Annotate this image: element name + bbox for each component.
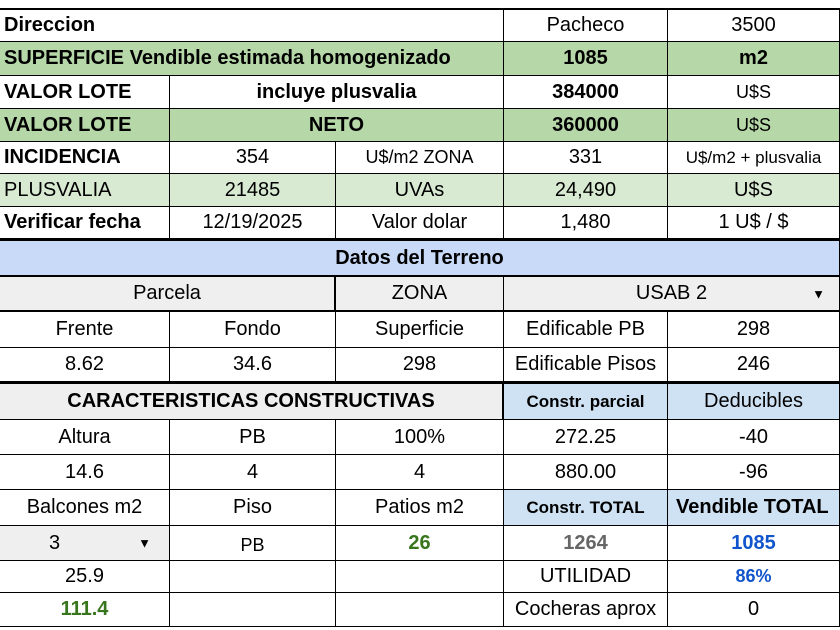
patios-value[interactable]: 26 — [336, 526, 504, 561]
constr-parcial-value2[interactable]: 880.00 — [504, 455, 668, 490]
dolar-rate[interactable]: 1 U$ / $ — [668, 207, 840, 241]
edificable-pisos-label[interactable]: Edificable Pisos — [504, 348, 668, 384]
deducibles-value1[interactable]: -40 — [668, 420, 840, 455]
incidencia-unit2[interactable]: U$/m2 + plusvalia — [668, 142, 840, 174]
valor-lote-unit[interactable]: U$S — [668, 76, 840, 109]
valor-lote-neto-desc[interactable]: NETO — [170, 109, 504, 142]
valor-lote-desc[interactable]: incluye plusvalia — [170, 76, 504, 109]
uvas-value[interactable]: 24,490 — [504, 174, 668, 207]
valor-lote-label[interactable]: VALOR LOTE — [0, 76, 170, 109]
superficie-header[interactable]: Superficie — [336, 312, 504, 348]
piso-value[interactable]: PB — [170, 526, 336, 561]
verificar-label[interactable]: Verificar fecha — [0, 207, 170, 241]
parcela-label[interactable]: Parcela — [0, 277, 336, 312]
fondo-header[interactable]: Fondo — [170, 312, 336, 348]
empty-cell-3[interactable] — [170, 593, 336, 627]
terreno-title[interactable]: Datos del Terreno — [0, 241, 840, 277]
dolar-label[interactable]: Valor dolar — [336, 207, 504, 241]
empty-cell-2[interactable] — [336, 561, 504, 593]
direccion-number[interactable]: 3500 — [668, 8, 840, 42]
incidencia-value2[interactable]: 331 — [504, 142, 668, 174]
balcones-select-value: 3 — [48, 531, 61, 554]
chevron-down-icon[interactable]: ▼ — [812, 286, 825, 301]
altura-value[interactable]: 14.6 — [0, 455, 170, 490]
edificable-pisos-value[interactable]: 246 — [668, 348, 840, 384]
uvas-label[interactable]: UVAs — [336, 174, 504, 207]
incidencia-value1[interactable]: 354 — [170, 142, 336, 174]
constr-parcial-value1[interactable]: 272.25 — [504, 420, 668, 455]
verificar-date[interactable]: 12/19/2025 — [170, 207, 336, 241]
edificable-pb-label[interactable]: Edificable PB — [504, 312, 668, 348]
empty-cell-4[interactable] — [336, 593, 504, 627]
balcones-total[interactable]: 111.4 — [0, 593, 170, 627]
deducibles-label[interactable]: Deducibles — [668, 384, 840, 420]
superficie-value[interactable]: 1085 — [504, 42, 668, 76]
utilidad-label[interactable]: UTILIDAD — [504, 561, 668, 593]
zona-select[interactable] — [504, 277, 840, 312]
superficie-value-cell[interactable]: 298 — [336, 348, 504, 384]
pisos-value[interactable]: 4 — [336, 455, 504, 490]
constr-parcial-label[interactable]: Constr. parcial — [504, 384, 668, 420]
balcones-area[interactable]: 25.9 — [0, 561, 170, 593]
valor-lote-neto-label[interactable]: VALOR LOTE — [0, 109, 170, 142]
cocheras-label[interactable]: Cocheras aprox — [504, 593, 668, 627]
plusvalia-label[interactable]: PLUSVALIA — [0, 174, 170, 207]
valor-lote-neto-value[interactable]: 360000 — [504, 109, 668, 142]
direccion-label[interactable]: Direccion — [0, 8, 504, 42]
constructivas-title[interactable]: CARACTERISTICAS CONSTRUCTIVAS — [0, 384, 504, 420]
pb-header[interactable]: PB — [170, 420, 336, 455]
vendible-total-value[interactable]: 1085 — [668, 526, 840, 561]
chevron-down-icon[interactable]: ▼ — [138, 535, 151, 551]
direccion-street[interactable]: Pacheco — [504, 8, 668, 42]
patios-header[interactable]: Patios m2 — [336, 490, 504, 526]
utilidad-value[interactable]: 86% — [668, 561, 840, 593]
deducibles-value2[interactable]: -96 — [668, 455, 840, 490]
plusvalia-unit[interactable]: U$S — [668, 174, 840, 207]
cocheras-value[interactable]: 0 — [668, 593, 840, 627]
superficie-label[interactable]: SUPERFICIE Vendible estimada homogenizado — [0, 42, 504, 76]
valor-lote-neto-unit[interactable]: U$S — [668, 109, 840, 142]
dolar-value[interactable]: 1,480 — [504, 207, 668, 241]
piso-header[interactable]: Piso — [170, 490, 336, 526]
incidencia-label[interactable]: INCIDENCIA — [0, 142, 170, 174]
valor-lote-value[interactable]: 384000 — [504, 76, 668, 109]
frente-value[interactable]: 8.62 — [0, 348, 170, 384]
fondo-value[interactable]: 34.6 — [170, 348, 336, 384]
zona-label[interactable]: ZONA — [336, 277, 504, 312]
pb-percent[interactable]: 100% — [336, 420, 504, 455]
empty-cell-1[interactable] — [170, 561, 336, 593]
plusvalia-value[interactable]: 21485 — [170, 174, 336, 207]
constr-total-value[interactable]: 1264 — [504, 526, 668, 561]
superficie-unit[interactable]: m2 — [668, 42, 840, 76]
altura-header[interactable]: Altura — [0, 420, 170, 455]
zona-select-value: USAB 2 — [635, 282, 708, 304]
vendible-total-label[interactable]: Vendible TOTAL — [668, 490, 840, 526]
balcones-select[interactable] — [0, 526, 170, 561]
incidencia-unit1[interactable]: U$/m2 ZONA — [336, 142, 504, 174]
frente-header[interactable]: Frente — [0, 312, 170, 348]
pb-value[interactable]: 4 — [170, 455, 336, 490]
edificable-pb-value[interactable]: 298 — [668, 312, 840, 348]
constr-total-label[interactable]: Constr. TOTAL — [504, 490, 668, 526]
balcones-header[interactable]: Balcones m2 — [0, 490, 170, 526]
